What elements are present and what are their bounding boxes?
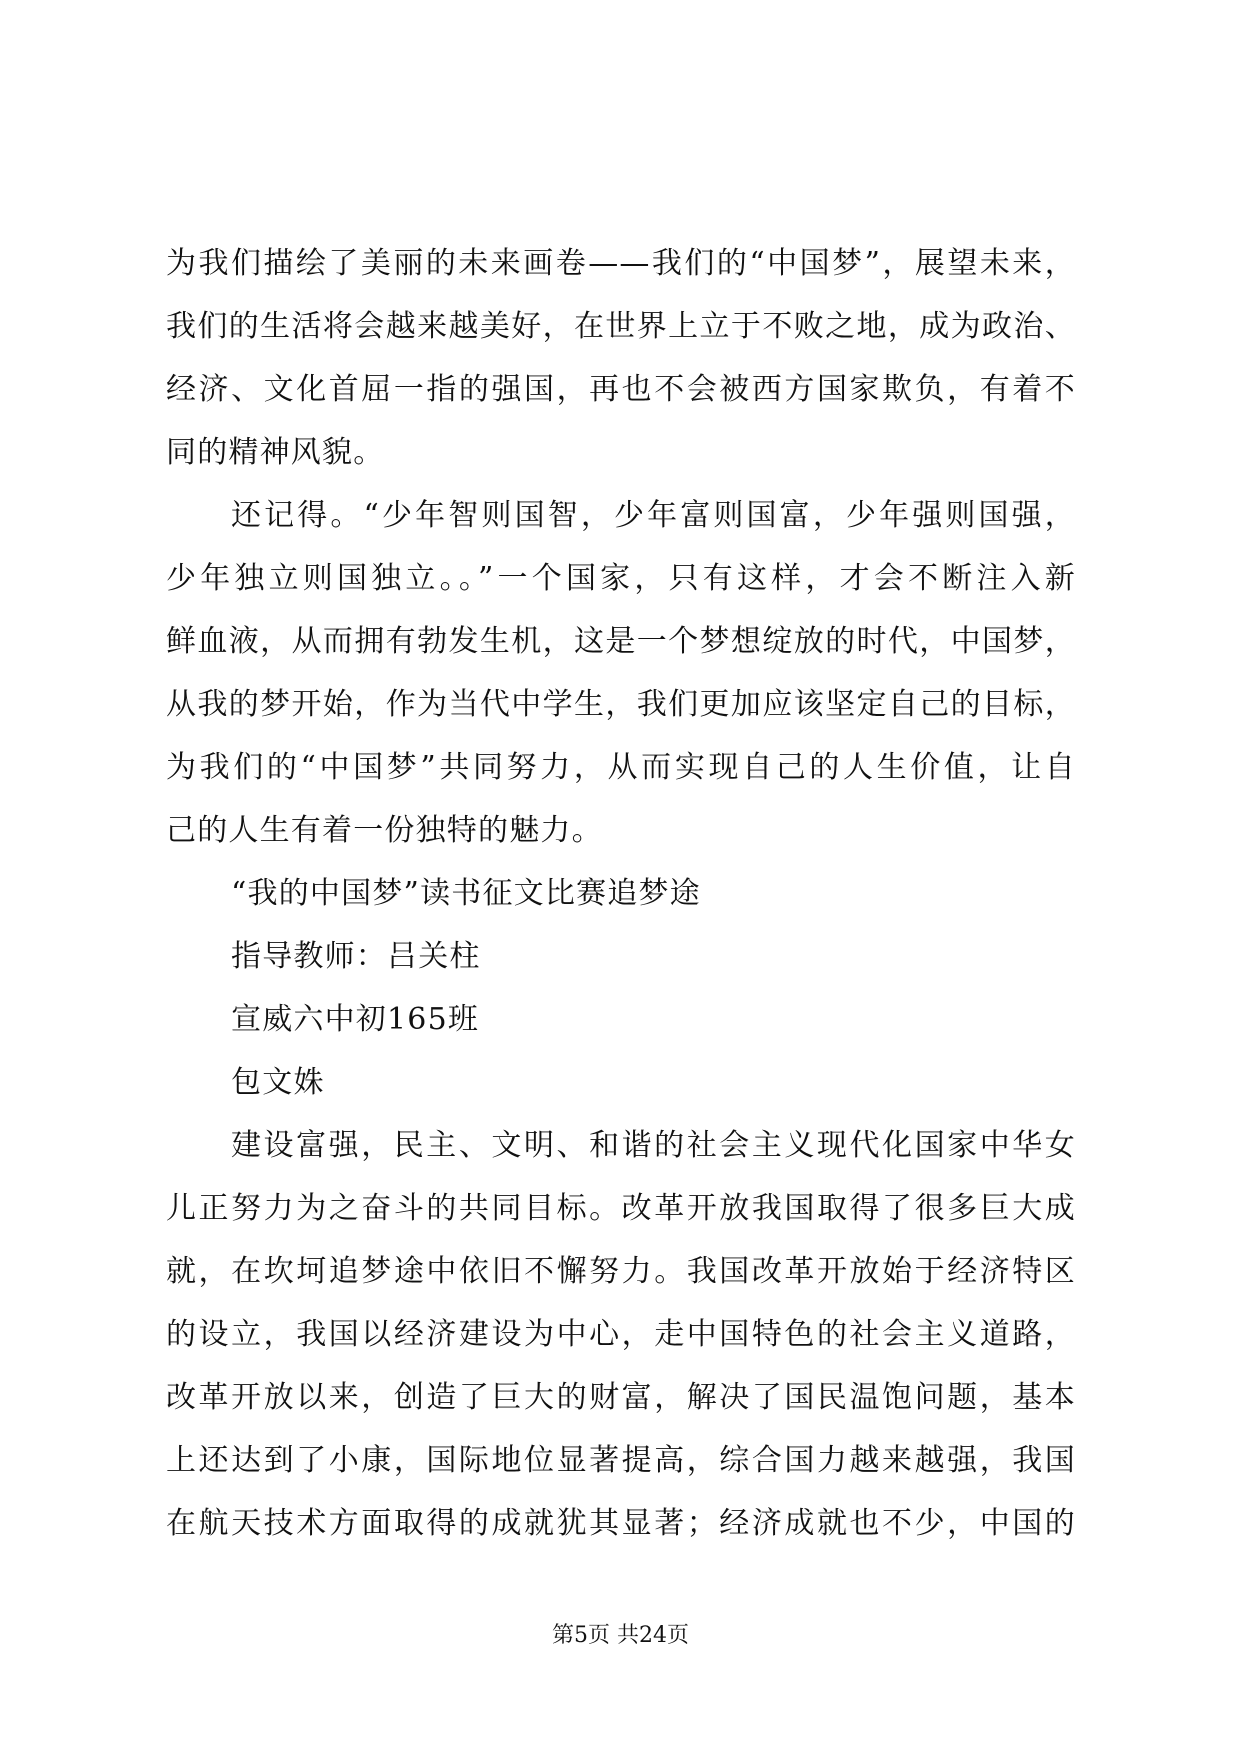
text-line: 儿正努力为之奋斗的共同目标。改革开放我国取得了很多巨大成 — [166, 1191, 1076, 1226]
text-line: 上还达到了小康，国际地位显著提高，综合国力越来越强，我国 — [166, 1443, 1076, 1478]
text-line: 就，在坎坷追梦途中依旧不懈努力。我国改革开放始于经济特区 — [166, 1254, 1076, 1289]
essay-title: “我的中国梦”读书征文比赛追梦途 — [231, 876, 701, 911]
author-line: 包文姝 — [231, 1065, 325, 1100]
text-line: 我们的生活将会越来越美好，在世界上立于不败之地，成为政治、 — [166, 309, 1076, 344]
text-line: 为我们的“中国梦”共同努力，从而实现自己的人生价值，让自 — [166, 750, 1076, 785]
advisor-line: 指导教师：吕关柱 — [231, 939, 481, 974]
text-line: 为我们描绘了美丽的未来画卷——我们的“中国梦”，展望未来， — [166, 246, 1076, 281]
text-line: 从我的梦开始，作为当代中学生，我们更加应该坚定自己的目标， — [166, 687, 1076, 722]
text-line: 少年独立则国独立。。”一个国家，只有这样，才会不断注入新 — [166, 561, 1076, 596]
text-line: 的设立，我国以经济建设为中心，走中国特色的社会主义道路， — [166, 1317, 1076, 1352]
body-text — [166, 232, 1076, 1555]
text-line: 建设富强，民主、文明、和谐的社会主义现代化国家中华女 — [231, 1128, 1076, 1163]
text-line: 同的精神风貌。 — [166, 435, 385, 470]
page-number-footer: 第5页 共24页 — [552, 1623, 689, 1648]
class-line: 宣威六中初165班 — [231, 1002, 480, 1037]
text-line: 己的人生有着一份独特的魅力。 — [166, 813, 603, 848]
text-line: 还记得。“少年智则国智，少年富则国富，少年强则国强， — [231, 498, 1076, 533]
text-line: 在航天技术方面取得的成就犹其显著；经济成就也不少，中国的 — [166, 1506, 1076, 1541]
text-line: 改革开放以来，创造了巨大的财富，解决了国民温饱问题，基本 — [166, 1380, 1076, 1415]
text-line: 经济、文化首屈一指的强国，再也不会被西方国家欺负，有着不 — [166, 372, 1076, 407]
text-line: 鲜血液，从而拥有勃发生机，这是一个梦想绽放的时代，中国梦， — [166, 624, 1076, 659]
